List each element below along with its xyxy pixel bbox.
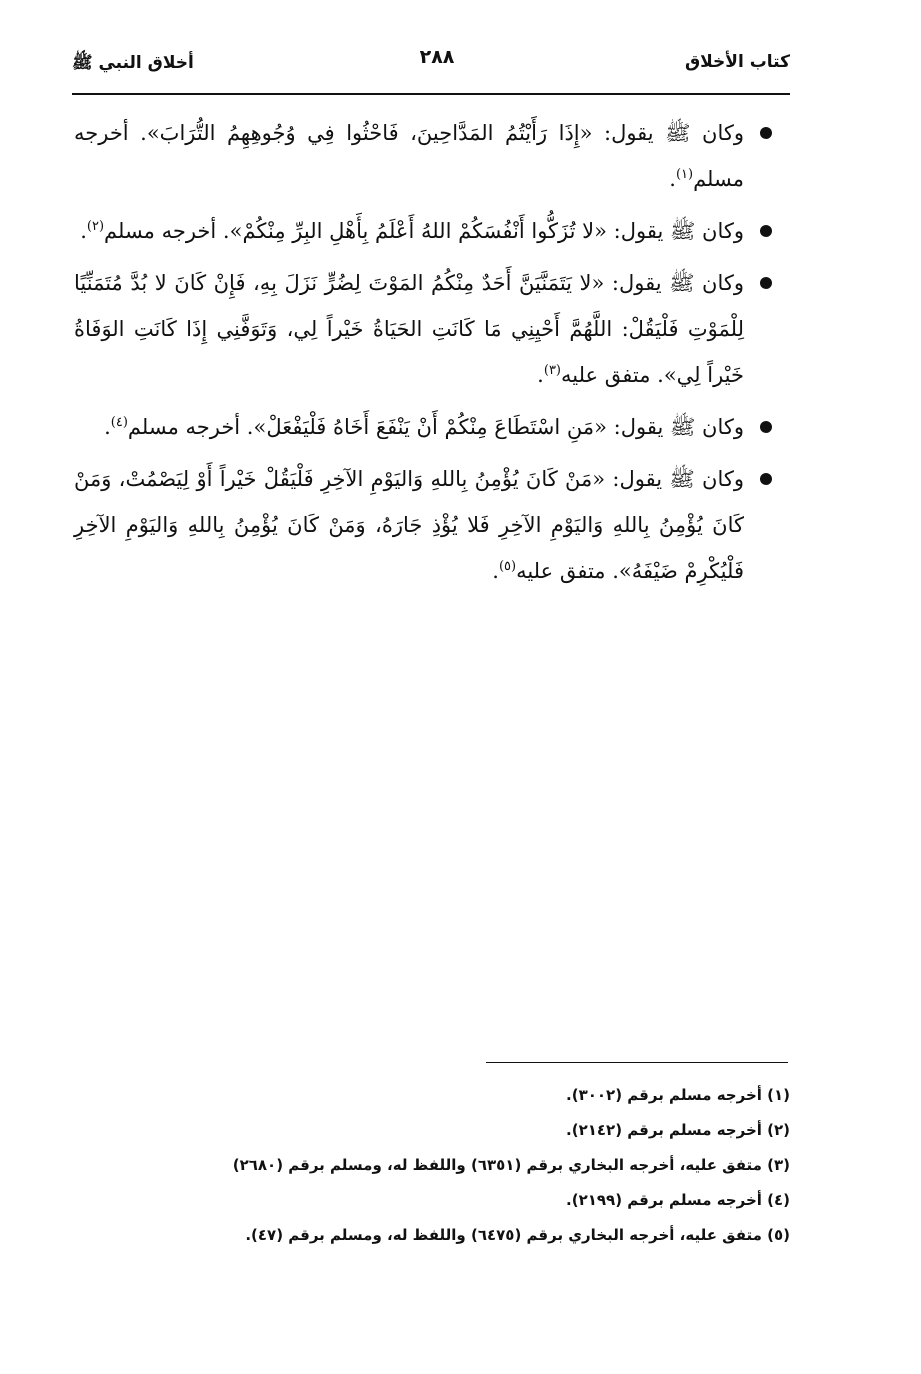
hadith-text: وكان ﷺ يقول: «لا تُزَكُّوا أَنْفُسَكُمْ اللهُ أَعْلَمُ بِأَهْلِ البِرِّ مِنْكُمْ». أخرجه مسلم: [104, 219, 744, 243]
bullet-icon: [760, 421, 772, 433]
footnote-ref: (٤): [110, 415, 128, 430]
bullet-icon: [760, 277, 772, 289]
chapter-title: أخلاق النبي ﷺ: [72, 53, 194, 73]
footnote-item: (٢) أخرجه مسلم برقم (٢١٤٢).: [566, 1121, 790, 1139]
footnote-ref: (٢): [86, 219, 105, 234]
hadith-text: وكان ﷺ يقول: «لا يَتَمَنَّيَنَّ أَحَدٌ مِنْكُمُ المَوْتَ لِضُرٍّ نَزَلَ بِهِ، فَإِنْ كَانَ لا بُدَّ مُتَمَنِّيًا لِلْمَوْتِ فَلْيَقُلْ: اللَّهُمَّ أَحْيِنِي مَا كَانَتِ الحَيَاةُ خَيْراً لِي، وَتَوَفَّنِي إِذَا كَانَتِ الوَفَاةُ خَيْراً لِي». متفق عليه: [74, 271, 744, 387]
hadith-text: وكان ﷺ يقول: «مَنْ كَانَ يُؤْمِنُ بِاللهِ وَاليَوْمِ الآخِرِ فَلْيَقُلْ خَيْراً أَوْ لِيَصْمُتْ، وَمَنْ كَانَ يُؤْمِنُ بِاللهِ وَاليَوْمِ الآخِرِ فَلا يُؤْذِ جَارَهُ، وَمَنْ كَانَ يُؤْمِنُ بِاللهِ وَاليَوْمِ الآخِرِ فَلْيُكْرِمْ ضَيْفَهُ». متفق عليه: [74, 467, 744, 583]
bullet-icon: [760, 473, 772, 485]
hadith-list: [74, 110, 788, 594]
hadith-text: وكان ﷺ يقول: «مَنِ اسْتَطَاعَ مِنْكُمْ أَنْ يَنْفَعَ أَخَاهُ فَلْيَفْعَلْ». أخرجه مسلم: [127, 415, 744, 439]
footnote-ref: (٥): [498, 559, 517, 574]
hadith-end: .: [492, 559, 499, 583]
hadith-item: [74, 404, 788, 450]
book-title: كتاب الأخلاق: [684, 52, 790, 72]
bullet-icon: [760, 225, 772, 237]
footnote-item: (٥) متفق عليه، أخرجه البخاري برقم (٦٤٧٥) واللفظ له، ومسلم برقم (٤٧).: [245, 1226, 790, 1244]
hadith-end: .: [537, 363, 544, 387]
hadith-item: [74, 456, 788, 594]
hadith-end: .: [669, 167, 676, 191]
hadith-item: [74, 208, 788, 254]
footnote-divider: [486, 1062, 788, 1063]
footnote-item: (٤) أخرجه مسلم برقم (٢١٩٩).: [566, 1191, 790, 1209]
footnote-ref: (١): [675, 167, 694, 182]
footnote-item: (٣) متفق عليه، أخرجه البخاري برقم (٦٣٥١) واللفظ له، ومسلم برقم (٢٦٨٠): [232, 1156, 790, 1174]
footnotes: [150, 1078, 790, 1253]
main-text: [74, 110, 788, 600]
hadith-end: .: [80, 219, 87, 243]
hadith-end: .: [104, 415, 111, 439]
hadith-item: [74, 260, 788, 398]
footnote-ref: (٣): [543, 363, 561, 378]
bullet-icon: [760, 127, 772, 139]
hadith-item: [74, 110, 788, 202]
footnote-item: (١) أخرجه مسلم برقم (٣٠٠٢).: [566, 1086, 790, 1104]
running-header: [72, 46, 790, 90]
header-divider: [72, 93, 790, 95]
page-number: ٢٨٨: [419, 46, 455, 68]
hadith-text: وكان ﷺ يقول: «إِذَا رَأَيْتُمُ المَدَّاحِينَ، فَاحْثُوا فِي وُجُوهِهِمُ التُّرَابَ». أخرجه مسلم: [74, 121, 744, 191]
